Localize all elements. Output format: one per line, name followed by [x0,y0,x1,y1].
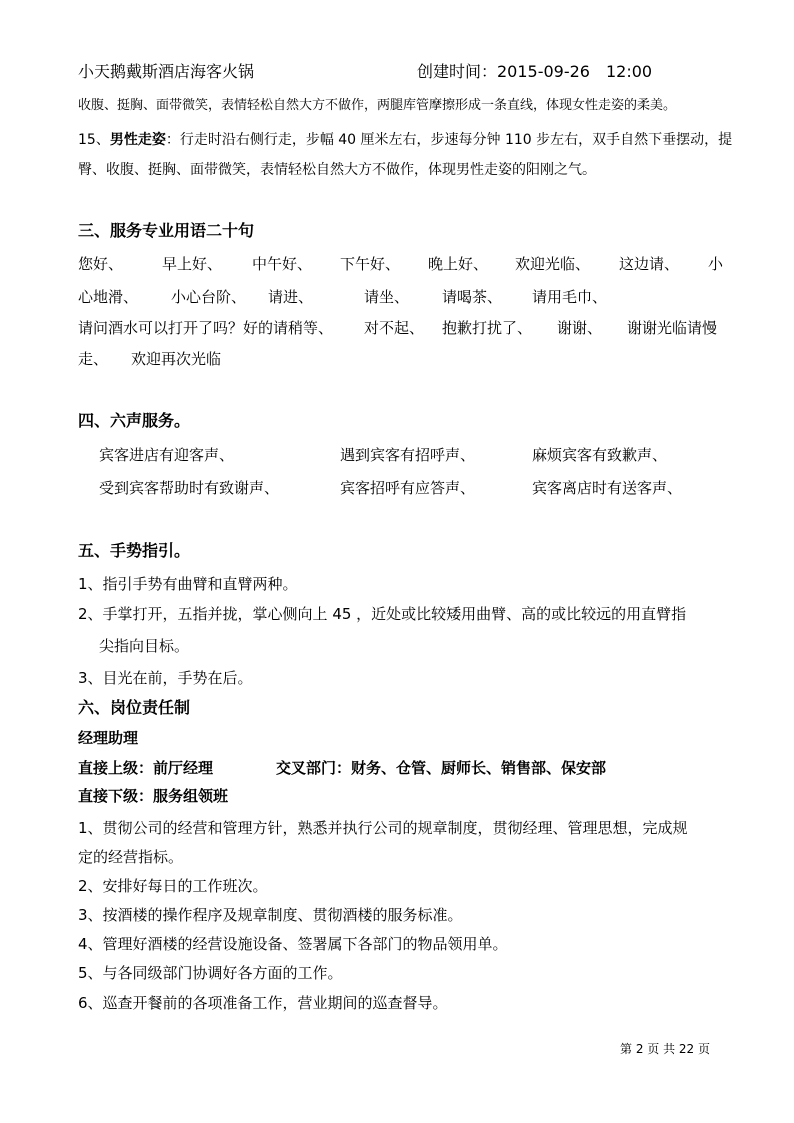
section-5-heading: 五、手势指引。 [78,541,191,560]
phrase: 欢迎光临、 [515,255,591,273]
item-15-number: 15、 [78,132,110,148]
direct-superior: 直接上级：前厅经理 [78,759,214,777]
document-title: 小天鹅戴斯酒店海客火锅 [78,62,255,81]
page-number: 第 2 页 共 22 页 [620,1042,710,1056]
item-15 [78,130,732,150]
phrase: 晚上好、 [428,255,489,273]
duty-item: 1、贯彻公司的经营和管理方针，熟悉并执行公司的规章制度，贯彻经理、管理思想，完成规 [78,819,688,837]
item-15-label: 男性走姿 [109,132,166,148]
service-phrase: 遇到宾客有招呼声、 [340,446,476,464]
phrase: 早上好、 [162,255,223,273]
phrase: 请喝茶、 [442,288,503,306]
phrase: 心地滑、 [78,288,139,306]
service-phrase: 麻烦宾客有致歉声、 [532,446,668,464]
duty-item: 2、安排好每日的工作班次。 [78,877,268,895]
service-phrase: 受到宾客帮助时有致谢声、 [99,479,280,497]
phrase: 欢迎再次光临 [131,350,222,368]
duty-item: 5、与各同级部门协调好各方面的工作。 [78,964,343,982]
phrase: 谢谢光临请慢 [627,319,718,337]
section-6-heading: 六、岗位责任制 [78,698,191,717]
phrase: 请进、 [268,288,314,306]
cross-departments: 交叉部门：财务、仓管、厨师长、销售部、保安部 [276,759,607,777]
gesture-item-2: 2、手掌打开，五指并拢，掌心侧向上 45 ，近处或比较矮用曲臂、高的或比较远的用直臂指 [78,605,687,623]
duty-item: 4、管理好酒楼的经营设施设备、签署属下各部门的物品领用单。 [78,935,508,953]
intro-line-3: 臀、收腹、挺胸、面带微笑，表情轻松自然大方不做作，体现男性走姿的阳刚之气。 [78,162,596,178]
phrase: 这边请、 [619,255,680,273]
service-phrase: 宾客进店有迎客声、 [99,446,235,464]
phrase: 下午好、 [340,255,401,273]
role-title: 经理助理 [78,729,139,747]
gesture-item-2-cont: 尖指向目标。 [99,637,190,655]
duty-item: 定的经营指标。 [78,848,184,866]
phrase: 中午好、 [252,255,313,273]
phrase: 请坐、 [364,288,410,306]
phrase: 您好、 [78,255,124,273]
gesture-item-1: 1、指引手势有曲臂和直臂两种。 [78,575,298,593]
service-phrase: 宾客招呼有应答声、 [340,479,476,497]
intro-line-1: 收腹、挺胸、面带微笑，表情轻松自然大方不做作，两腿库管摩擦形成一条直线，体现女性走姿的柔美。 [78,98,677,113]
direct-subordinate: 直接下级：服务组领班 [78,787,229,805]
phrase: 对不起、 [364,319,425,337]
item-15-text: ：行走时沿右侧行走，步幅 40 厘米左右，步速每分钟 110 步左右，双手自然下垂摆动，提 [165,132,733,148]
service-phrase: 宾客离店时有送客声、 [532,479,683,497]
phrase: 小 [708,255,724,273]
phrase: 小心台阶、 [171,288,247,306]
duty-item: 3、按酒楼的操作程序及规章制度、贯彻酒楼的服务标准。 [78,906,463,924]
section-3-heading: 三、服务专业用语二十句 [78,221,255,240]
creation-time: 创建时间：2015-09-26 12:00 [417,62,653,81]
gesture-item-3: 3、目光在前，手势在后。 [78,669,253,687]
phrase: 抱歉打扰了、 [442,319,533,337]
section-4-heading: 四、六声服务。 [78,411,191,430]
phrase: 走、 [78,350,109,368]
phrase: 请问酒水可以打开了吗？好的请稍等、 [78,319,334,337]
phrase: 请用毛巾、 [532,288,608,306]
duty-item: 6、巡查开餐前的各项准备工作，营业期间的巡查督导。 [78,994,448,1012]
phrase: 谢谢、 [557,319,603,337]
